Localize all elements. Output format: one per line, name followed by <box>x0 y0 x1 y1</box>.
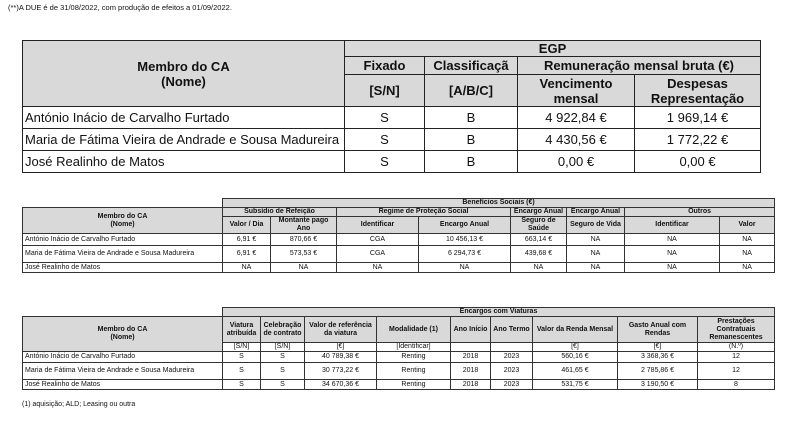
table-row: Maria de Fátima Vieira de Andrade e Sousa Madureira S S 30 773,22 € Renting 2018 2023 461,65 € 2 785,86 € 12 <box>23 363 775 380</box>
seguro-saude-header: Seguro de Saúde <box>511 217 567 234</box>
vehicle-costs-table <box>22 307 775 390</box>
outros-header: Outros <box>625 208 775 217</box>
vehicles-title: Encargos com Viaturas <box>223 308 775 317</box>
top-footnote: (**)A DUE é de 31/08/2022, com produção de efeitos a 01/09/2022. <box>8 3 232 12</box>
ano-inicio-header: Ano Início <box>451 317 491 343</box>
seguro-vida-header: Seguro de Vida <box>567 217 625 234</box>
table-row: António Inácio de Carvalho Furtado 6,91 € 870,66 € CGA 10 456,13 € 663,14 € NA NA NA <box>23 234 775 246</box>
member-header: Membro do CA (Nome) <box>23 208 223 234</box>
modalidade-unit: [Identificar] <box>377 343 451 352</box>
regime-header: Regime de Proteção Social <box>337 208 511 217</box>
valor-referencia-unit: [€] <box>305 343 377 352</box>
celebracao-header: Celebração de contrato <box>261 317 305 343</box>
viatura-unit: [S/N] <box>223 343 261 352</box>
celebracao-unit: [S/N] <box>261 343 305 352</box>
prestacoes-unit: (N.º) <box>698 343 775 352</box>
fixado-header: Fixado <box>345 57 425 75</box>
member-header: Membro do CA (Nome) <box>23 317 223 352</box>
encargo-header-2: Encargo Anual <box>567 208 625 217</box>
remuneracao-header: Remuneração mensal bruta (€) <box>518 57 761 75</box>
bottom-footnote: (1) aquisição; ALD; Leasing ou outra <box>22 401 136 408</box>
despesas-header: Despesas Representação <box>635 75 761 107</box>
table-row: José Realinho de Matos S B 0,00 € 0,00 € <box>23 151 761 173</box>
montante-header: Montante pago Ano <box>271 217 337 234</box>
member-header: Membro do CA (Nome) <box>23 41 345 107</box>
table-row: António Inácio de Carvalho Furtado S B 4 922,84 € 1 969,14 € <box>23 107 761 129</box>
subsidio-header: Subsídio de Refeição <box>223 208 337 217</box>
outros-identificar-header: Identificar <box>625 217 720 234</box>
prestacoes-header: Prestações Contratuais Remanescentes <box>698 317 775 343</box>
gasto-unit: [€] <box>618 343 698 352</box>
table-row: José Realinho de Matos S S 34 670,36 € Renting 2018 2023 531,75 € 3 190,50 € 8 <box>23 380 775 390</box>
fixado-sub-header: [S/N] <box>345 75 425 107</box>
egp-header: EGP <box>345 41 761 57</box>
modalidade-header: Modalidade (1) <box>377 317 451 343</box>
renda-unit: [€] <box>533 343 618 352</box>
table-row: José Realinho de Matos NA NA NA NA NA NA NA NA <box>23 263 775 273</box>
vencimento-header: Vencimento mensal <box>518 75 635 107</box>
classificacao-sub-header: [A/B/C] <box>425 75 518 107</box>
identificar-header: Identificar <box>337 217 419 234</box>
social-benefits-table <box>22 198 775 273</box>
encargo-anual-header: Encargo Anual <box>419 217 511 234</box>
benefits-title: Benefícios Sociais (€) <box>223 199 775 208</box>
classificacao-header: Classificaçã <box>425 57 518 75</box>
outros-valor-header: Valor <box>720 217 775 234</box>
renda-header: Valor da Renda Mensal <box>533 317 618 343</box>
gasto-header: Gasto Anual com Rendas <box>618 317 698 343</box>
remuneration-table <box>22 40 761 173</box>
table-row: Maria de Fátima Vieira de Andrade e Sousa Madureira 6,91 € 573,53 € CGA 6 294,73 € 439,68 € NA NA NA <box>23 246 775 263</box>
table-row: Maria de Fátima Vieira de Andrade e Sousa Madureira S B 4 430,56 € 1 772,22 € <box>23 129 761 151</box>
ano-termo-header: Ano Termo <box>491 317 533 343</box>
table-row: António Inácio de Carvalho Furtado S S 40 789,38 € Renting 2018 2023 560,16 € 3 368,36 € 12 <box>23 352 775 363</box>
valor-referencia-header: Valor de referência da viatura <box>305 317 377 343</box>
viatura-header: Viatura atribuída <box>223 317 261 343</box>
encargo-header-1: Encargo Anual <box>511 208 567 217</box>
valor-dia-header: Valor / Dia <box>223 217 271 234</box>
